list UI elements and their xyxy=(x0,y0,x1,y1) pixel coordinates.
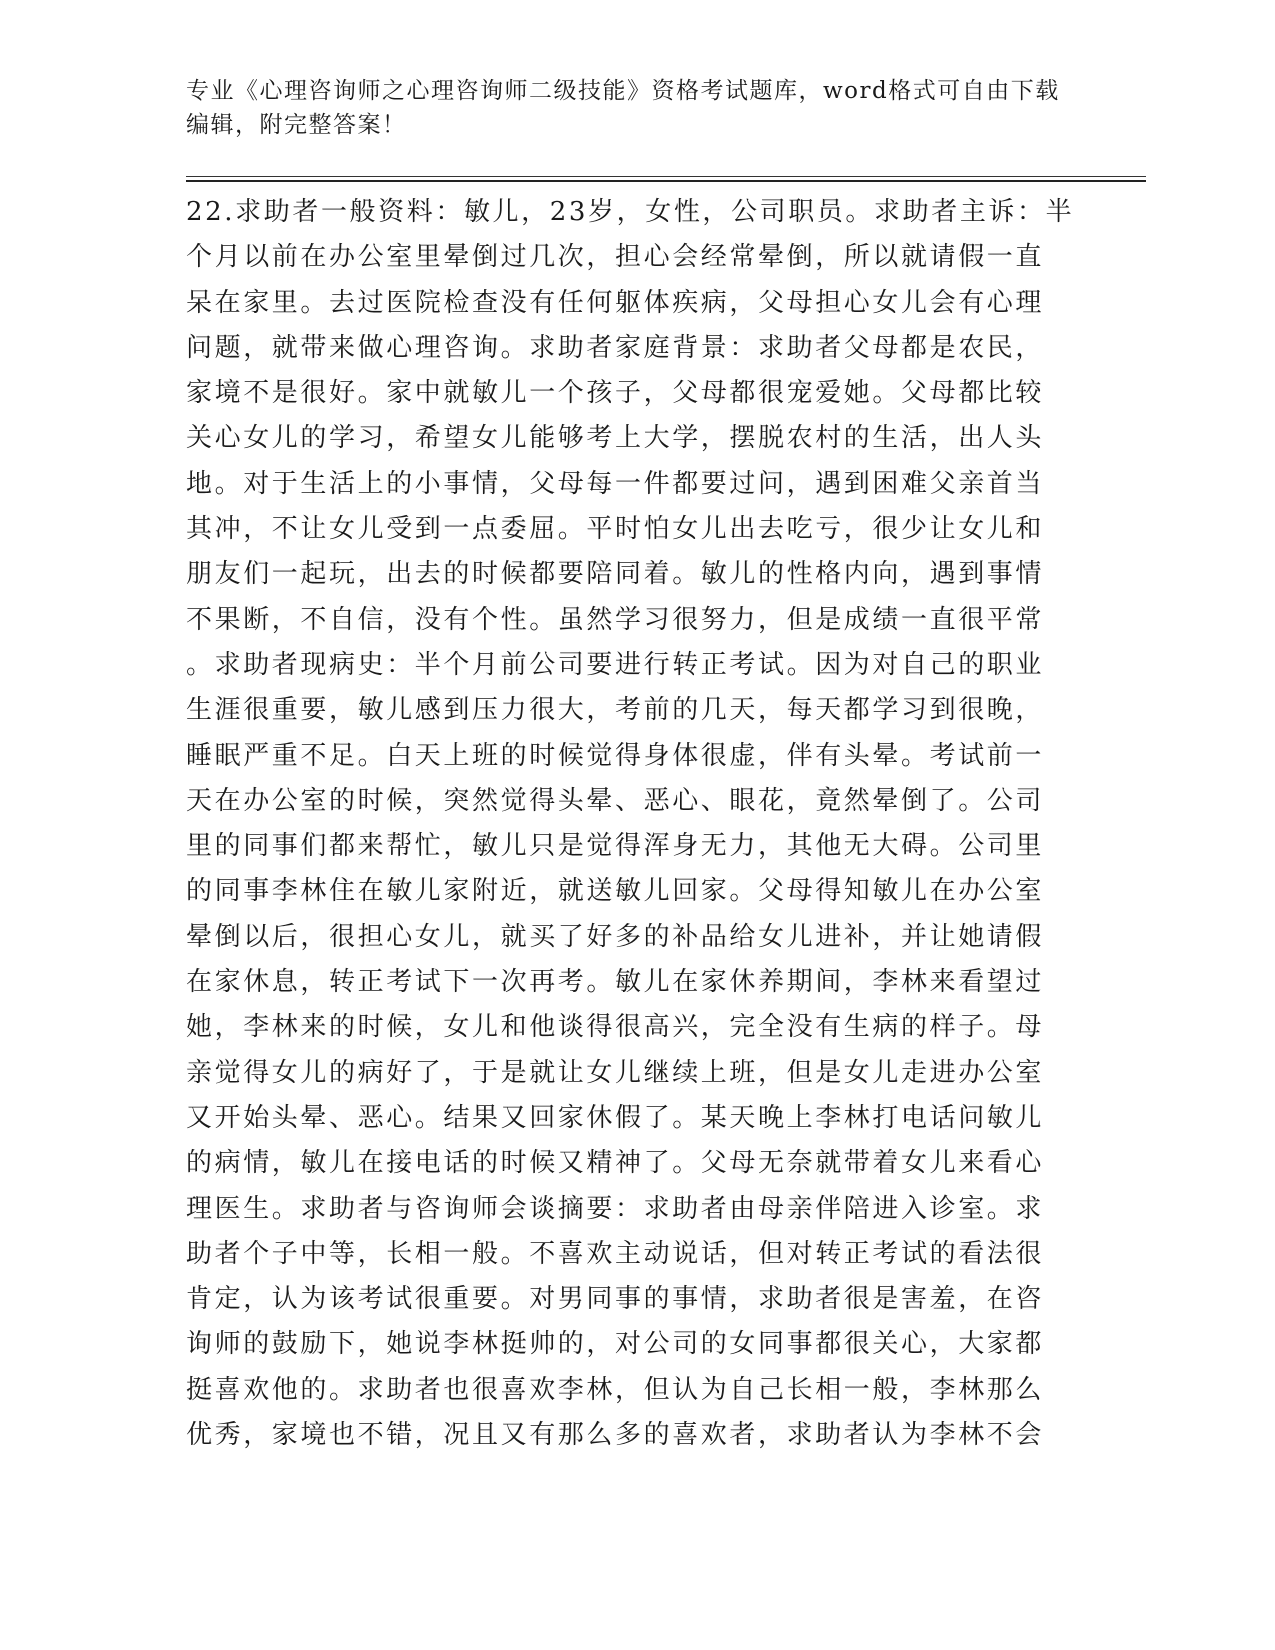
body-line: 关心女儿的学习，希望女儿能够考上大学，摆脱农村的生活，出人头 xyxy=(186,423,1045,454)
body-line: 睡眠严重不足。白天上班的时候觉得身体很虚，伴有头晕。考试前一 xyxy=(186,740,1045,771)
body-line: 22.求助者一般资料：敏儿，23岁，女性，公司职员。求助者主诉：半 xyxy=(186,197,1075,227)
body-line: 不果断，不自信，没有个性。虽然学习很努力，但是成绩一直很平常 xyxy=(186,604,1045,635)
body-line: 地。对于生活上的小事情，父母每一件都要过问，遇到困难父亲首当 xyxy=(186,468,1045,499)
body-line: 家境不是很好。家中就敏儿一个孩子，父母都很宠爱她。父母都比较 xyxy=(186,378,1045,409)
question-body xyxy=(186,190,1086,1458)
page-header xyxy=(186,74,1086,142)
body-line: 肯定，认为该考试很重要。对男同事的事情，求助者很是害羞，在咨 xyxy=(186,1284,1045,1315)
body-line: 助者个子中等，长相一般。不喜欢主动说话，但对转正考试的看法很 xyxy=(186,1238,1045,1269)
body-line: 里的同事们都来帮忙，敏儿只是觉得浑身无力，其他无大碍。公司里 xyxy=(186,831,1045,862)
body-line: 挺喜欢他的。求助者也很喜欢李林，但认为自己长相一般，李林那么 xyxy=(186,1374,1045,1405)
header-divider-thick xyxy=(186,180,1146,182)
body-line: 呆在家里。去过医院检查没有任何躯体疾病，父母担心女儿会有心理 xyxy=(186,287,1045,318)
body-line: 问题，就带来做心理咨询。求助者家庭背景：求助者父母都是农民， xyxy=(186,332,1045,363)
body-line: 朋友们一起玩，出去的时候都要陪同着。敏儿的性格内向，遇到事情 xyxy=(186,559,1045,590)
body-line: 其冲，不让女儿受到一点委屈。平时怕女儿出去吃亏，很少让女儿和 xyxy=(186,514,1045,545)
body-line: 询师的鼓励下，她说李林挺帅的，对公司的女同事都很关心，大家都 xyxy=(186,1329,1045,1360)
header-line: 编辑，附完整答案！ xyxy=(186,112,407,138)
header-line: 专业《心理咨询师之心理咨询师二级技能》资格考试题库，word格式可自由下载 xyxy=(186,78,1060,104)
body-line: 的病情，敏儿在接电话的时候又精神了。父母无奈就带着女儿来看心 xyxy=(186,1148,1045,1179)
body-line: 天在办公室的时候，突然觉得头晕、恶心、眼花，竟然晕倒了。公司 xyxy=(186,785,1045,816)
body-line: 。求助者现病史：半个月前公司要进行转正考试。因为对自己的职业 xyxy=(186,649,1045,680)
body-line: 又开始头晕、恶心。结果又回家休假了。某天晚上李林打电话问敏儿 xyxy=(186,1102,1045,1133)
body-line: 晕倒以后，很担心女儿，就买了好多的补品给女儿进补，并让她请假 xyxy=(186,921,1045,952)
body-line: 理医生。求助者与咨询师会谈摘要：求助者由母亲伴陪进入诊室。求 xyxy=(186,1193,1045,1224)
body-line: 生涯很重要，敏儿感到压力很大，考前的几天，每天都学习到很晚， xyxy=(186,695,1045,726)
body-line: 优秀，家境也不错，况且又有那么多的喜欢者，求助者认为李林不会 xyxy=(186,1420,1045,1451)
body-line: 亲觉得女儿的病好了，于是就让女儿继续上班，但是女儿走进办公室 xyxy=(186,1057,1045,1088)
body-line: 在家休息，转正考试下一次再考。敏儿在家休养期间，李林来看望过 xyxy=(186,967,1045,998)
header-divider-thin xyxy=(186,176,1146,177)
body-line: 的同事李林住在敏儿家附近，就送敏儿回家。父母得知敏儿在办公室 xyxy=(186,876,1045,907)
body-line: 个月以前在办公室里晕倒过几次，担心会经常晕倒，所以就请假一直 xyxy=(186,242,1045,273)
body-line: 她，李林来的时候，女儿和他谈得很高兴，完全没有生病的样子。母 xyxy=(186,1012,1045,1043)
